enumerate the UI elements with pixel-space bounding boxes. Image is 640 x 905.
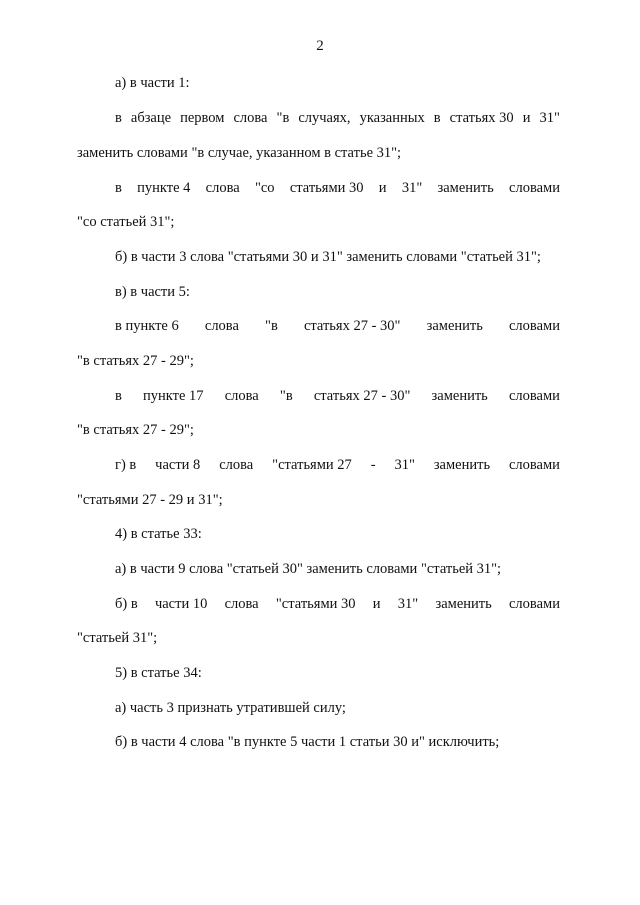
text-line-justified: в абзаце первом слова "в случаях, указанных в статьях 30 и 31" [115, 110, 560, 126]
text-line: заменить словами "в случае, указанном в статье 31"; [77, 145, 402, 161]
text-line: а) часть 3 признать утратившей силу; [115, 700, 346, 716]
text-line: в) в части 5: [115, 284, 190, 300]
text-line: 5) в статье 34: [115, 665, 202, 681]
text-line: б) в части 4 слова "в пункте 5 части 1 статьи 30 и" исключить; [115, 734, 500, 750]
text-line: "в статьях 27 - 29"; [77, 422, 194, 438]
text-line: 4) в статье 33: [115, 526, 202, 542]
text-line-justified: г) в части 8 слова "статьями 27 - 31" заменить словами [115, 457, 560, 473]
text-line-justified: в пункте 4 слова "со статьями 30 и 31" заменить словами [115, 180, 560, 196]
text-line: "со статьей 31"; [77, 214, 175, 230]
page-number: 2 [316, 38, 324, 54]
text-line-justified: в пункте 6 слова "в статьях 27 - 30" заменить словами [115, 318, 560, 334]
text-line-justified: в пункте 17 слова "в статьях 27 - 30" заменить словами [115, 388, 560, 404]
text-line: б) в части 3 слова "статьями 30 и 31" заменить словами "статьей 31"; [115, 249, 541, 265]
text-line-justified: б) в части 10 слова "статьями 30 и 31" заменить словами [115, 596, 560, 612]
text-line: "статьями 27 - 29 и 31"; [77, 492, 223, 508]
text-line: "статьей 31"; [77, 630, 158, 646]
text-line: "в статьях 27 - 29"; [77, 353, 194, 369]
text-line: а) в части 9 слова "статьей 30" заменить словами "статьей 31"; [115, 561, 502, 577]
text-line: а) в части 1: [115, 75, 190, 91]
